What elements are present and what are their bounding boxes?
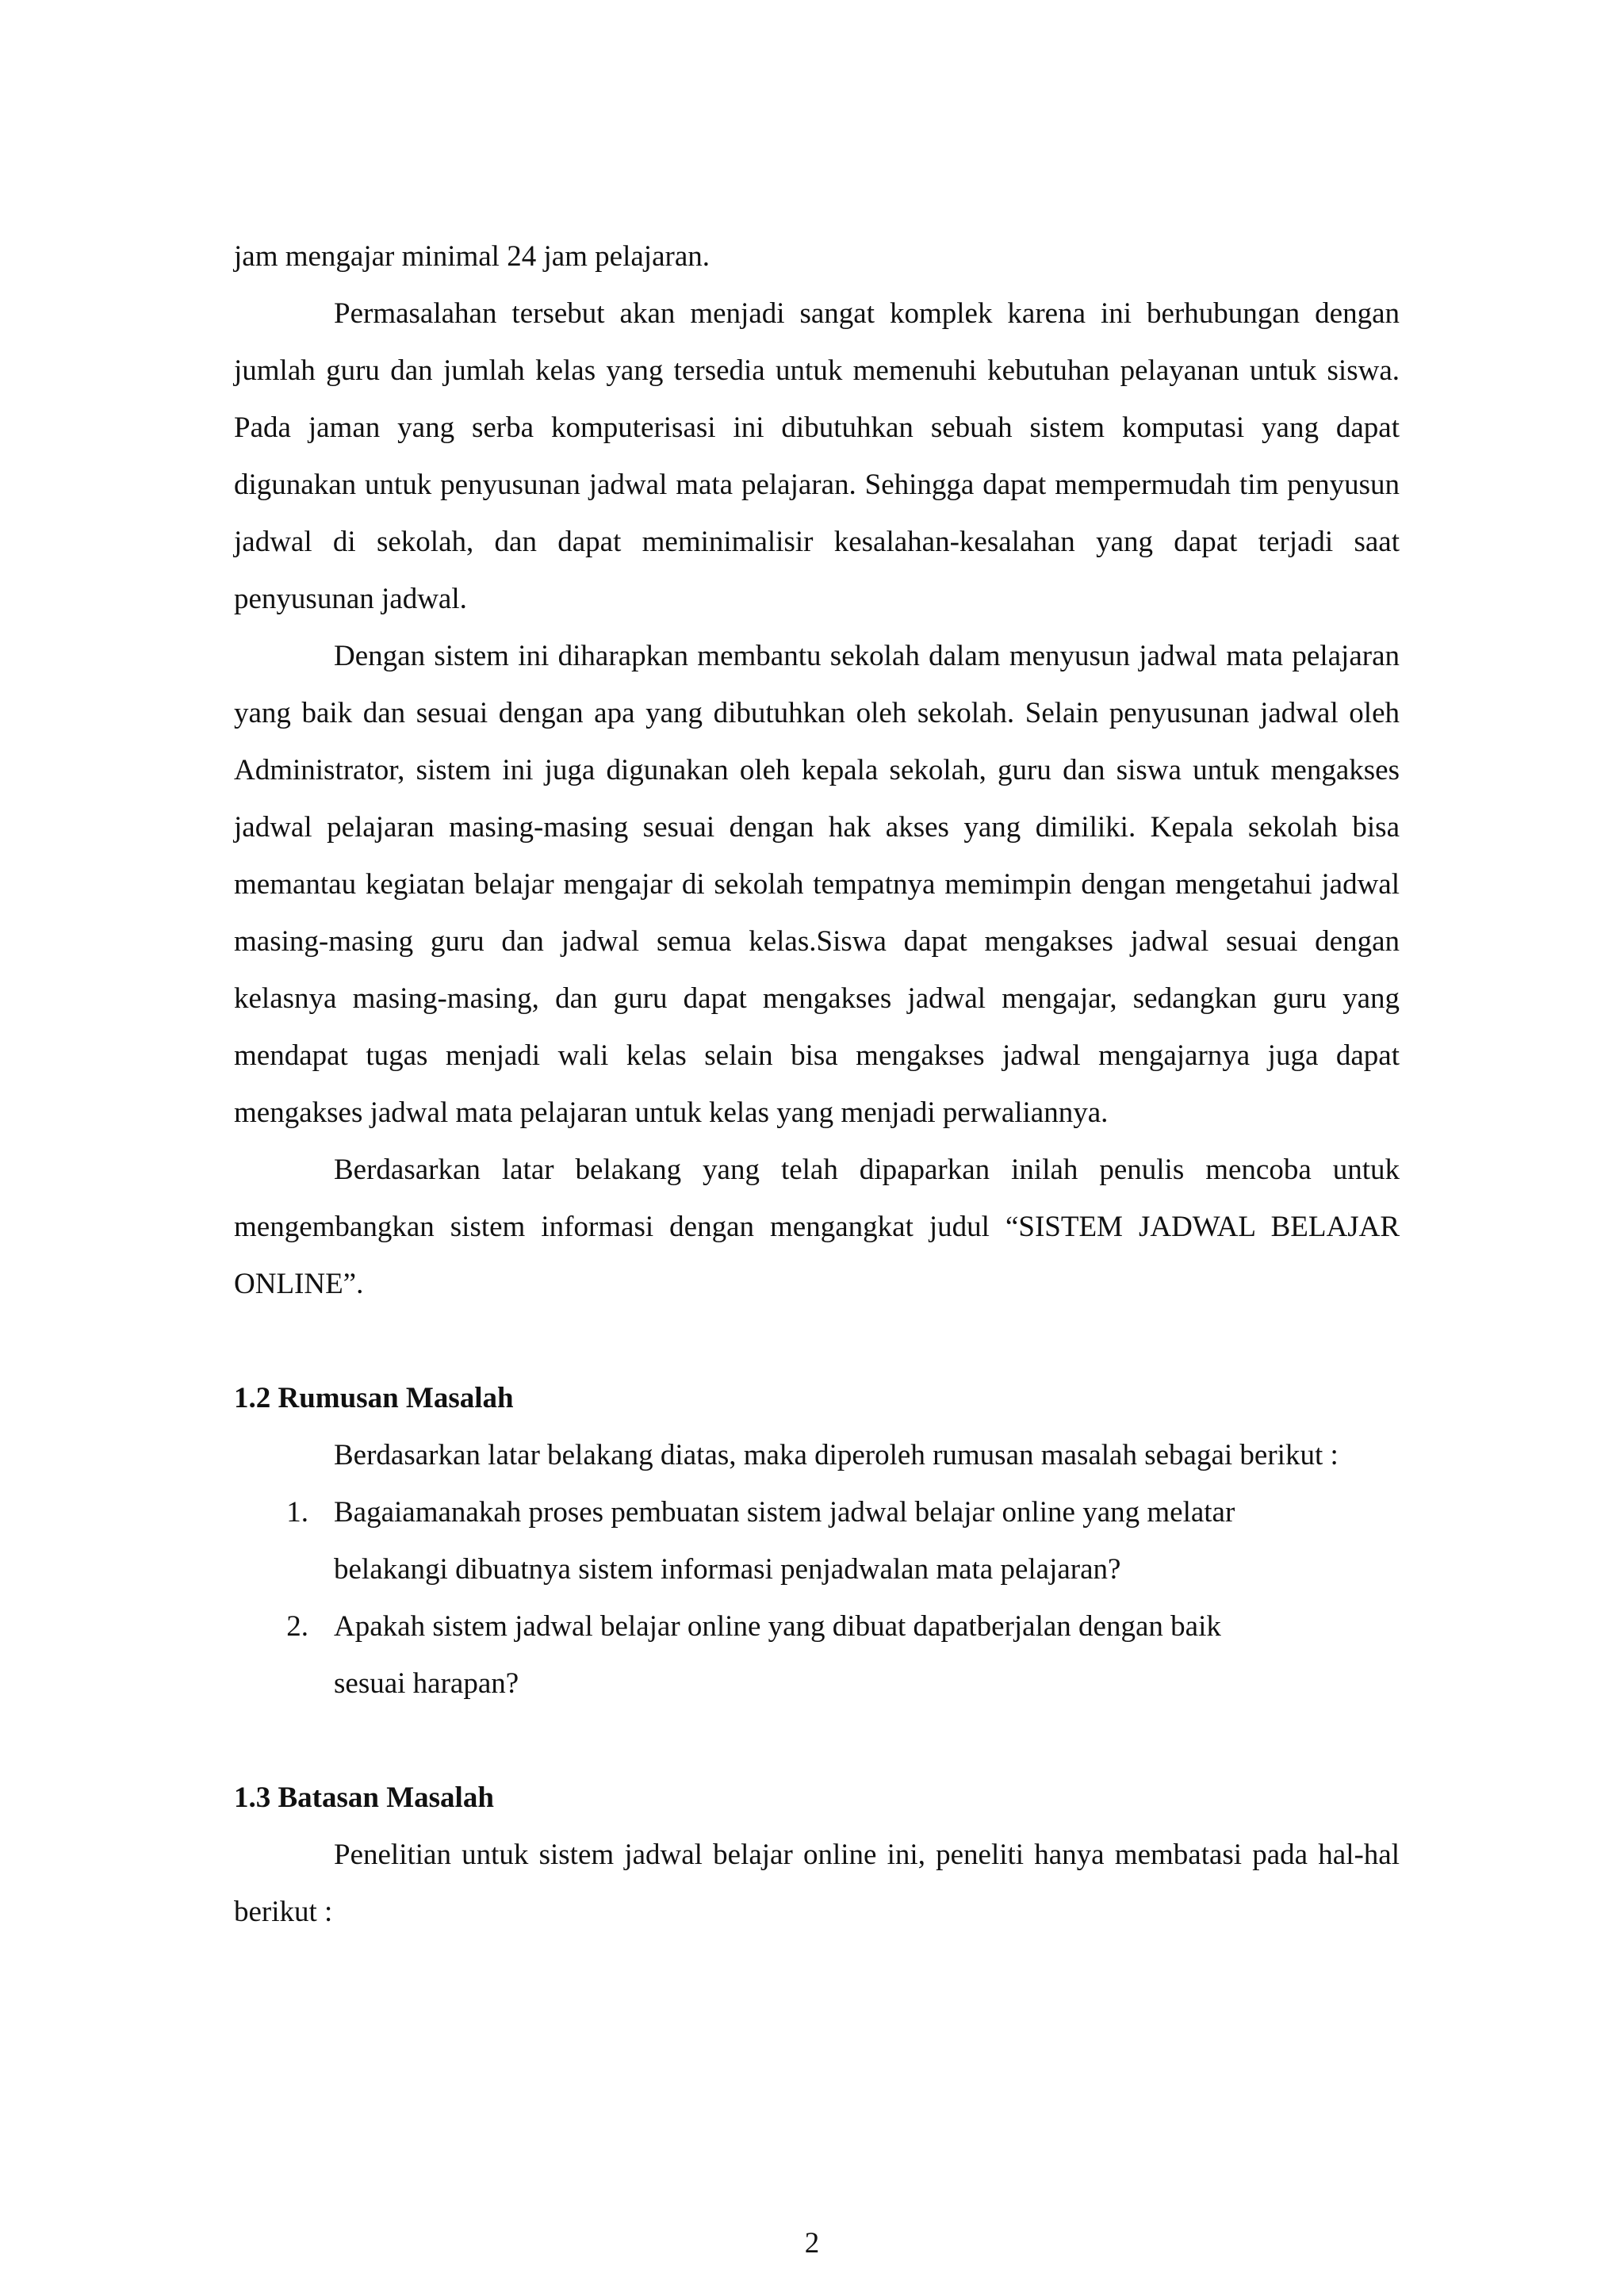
heading-rumusan-masalah: 1.2 Rumusan Masalah bbox=[234, 1382, 514, 1414]
page-number: 2 bbox=[804, 2227, 820, 2260]
document-page bbox=[234, 228, 1400, 1941]
list-item bbox=[234, 1484, 1400, 1598]
paragraph-berdasarkan: Berdasarkan latar belakang yang telah dipaparkan inilah penulis mencoba untuk mengembangkan sistem informasi dengan mengangkat judul “SISTEM JADWAL BELAJAR ONLINE”. bbox=[234, 1154, 1400, 1300]
list-item bbox=[234, 1598, 1400, 1712]
list-item-text: Bagaiamanakah proses pembuatan sistem jadwal belajar online yang melatar belakangi dibuatnya sistem informasi penjadwalan mata pelajaran? bbox=[334, 1496, 1235, 1586]
heading-batasan-masalah: 1.3 Batasan Masalah bbox=[234, 1781, 494, 1814]
rumusan-intro: Berdasarkan latar belakang diatas, maka diperoleh rumusan masalah sebagai berikut : bbox=[334, 1439, 1339, 1471]
list-item-number: 2. bbox=[286, 1610, 308, 1643]
list-item-text: Apakah sistem jadwal belajar online yang dibuat dapatberjalan dengan baik sesuai harapan? bbox=[334, 1610, 1221, 1700]
paragraph-permasalahan: Permasalahan tersebut akan menjadi sangat komplek karena ini berhubungan dengan jumlah guru dan jumlah kelas yang tersedia untuk memenuhi kebutuhan pelayanan untuk siswa. Pada jaman yang serba komputerisasi ini dibutuhkan sebuah sistem komputasi yang dapat digunakan untuk penyusunan jadwal mata pelajaran. Sehingga dapat mempermudah tim penyusun jadwal di sekolah, dan dapat meminimalisir kesalahan-kesalahan yang dapat terjadi saat penyusunan jadwal. bbox=[234, 297, 1400, 615]
section-spacer bbox=[234, 1313, 1400, 1370]
batasan-intro: Penelitian untuk sistem jadwal belajar online ini, peneliti hanya membatasi pada hal-hal berikut : bbox=[234, 1839, 1400, 1928]
paragraph-dengan-sistem: Dengan sistem ini diharapkan membantu sekolah dalam menyusun jadwal mata pelajaran yang baik dan sesuai dengan apa yang dibutuhkan oleh sekolah. Selain penyusunan jadwal oleh Administrator, sistem ini juga digunakan oleh kepala sekolah, guru dan siswa untuk mengakses jadwal pelajaran masing-masing sesuai dengan hak akses yang dimiliki. Kepala sekolah bisa memantau kegiatan belajar mengajar di sekolah tempatnya memimpin dengan mengetahui jadwal masing-masing guru dan jadwal semua kelas.Siswa dapat mengakses jadwal sesuai dengan kelasnya masing-masing, dan guru dapat mengakses jadwal mengajar, sedangkan guru yang mendapat tugas menjadi wali kelas selain bisa mengakses jadwal mengajarnya juga dapat mengakses jadwal mata pelajaran untuk kelas yang menjadi perwaliannya. bbox=[234, 640, 1400, 1129]
list-item-number: 1. bbox=[286, 1496, 308, 1529]
continuation-line: jam mengajar minimal 24 jam pelajaran. bbox=[234, 240, 710, 273]
section-spacer bbox=[234, 1712, 1400, 1770]
rumusan-list bbox=[234, 1484, 1400, 1712]
